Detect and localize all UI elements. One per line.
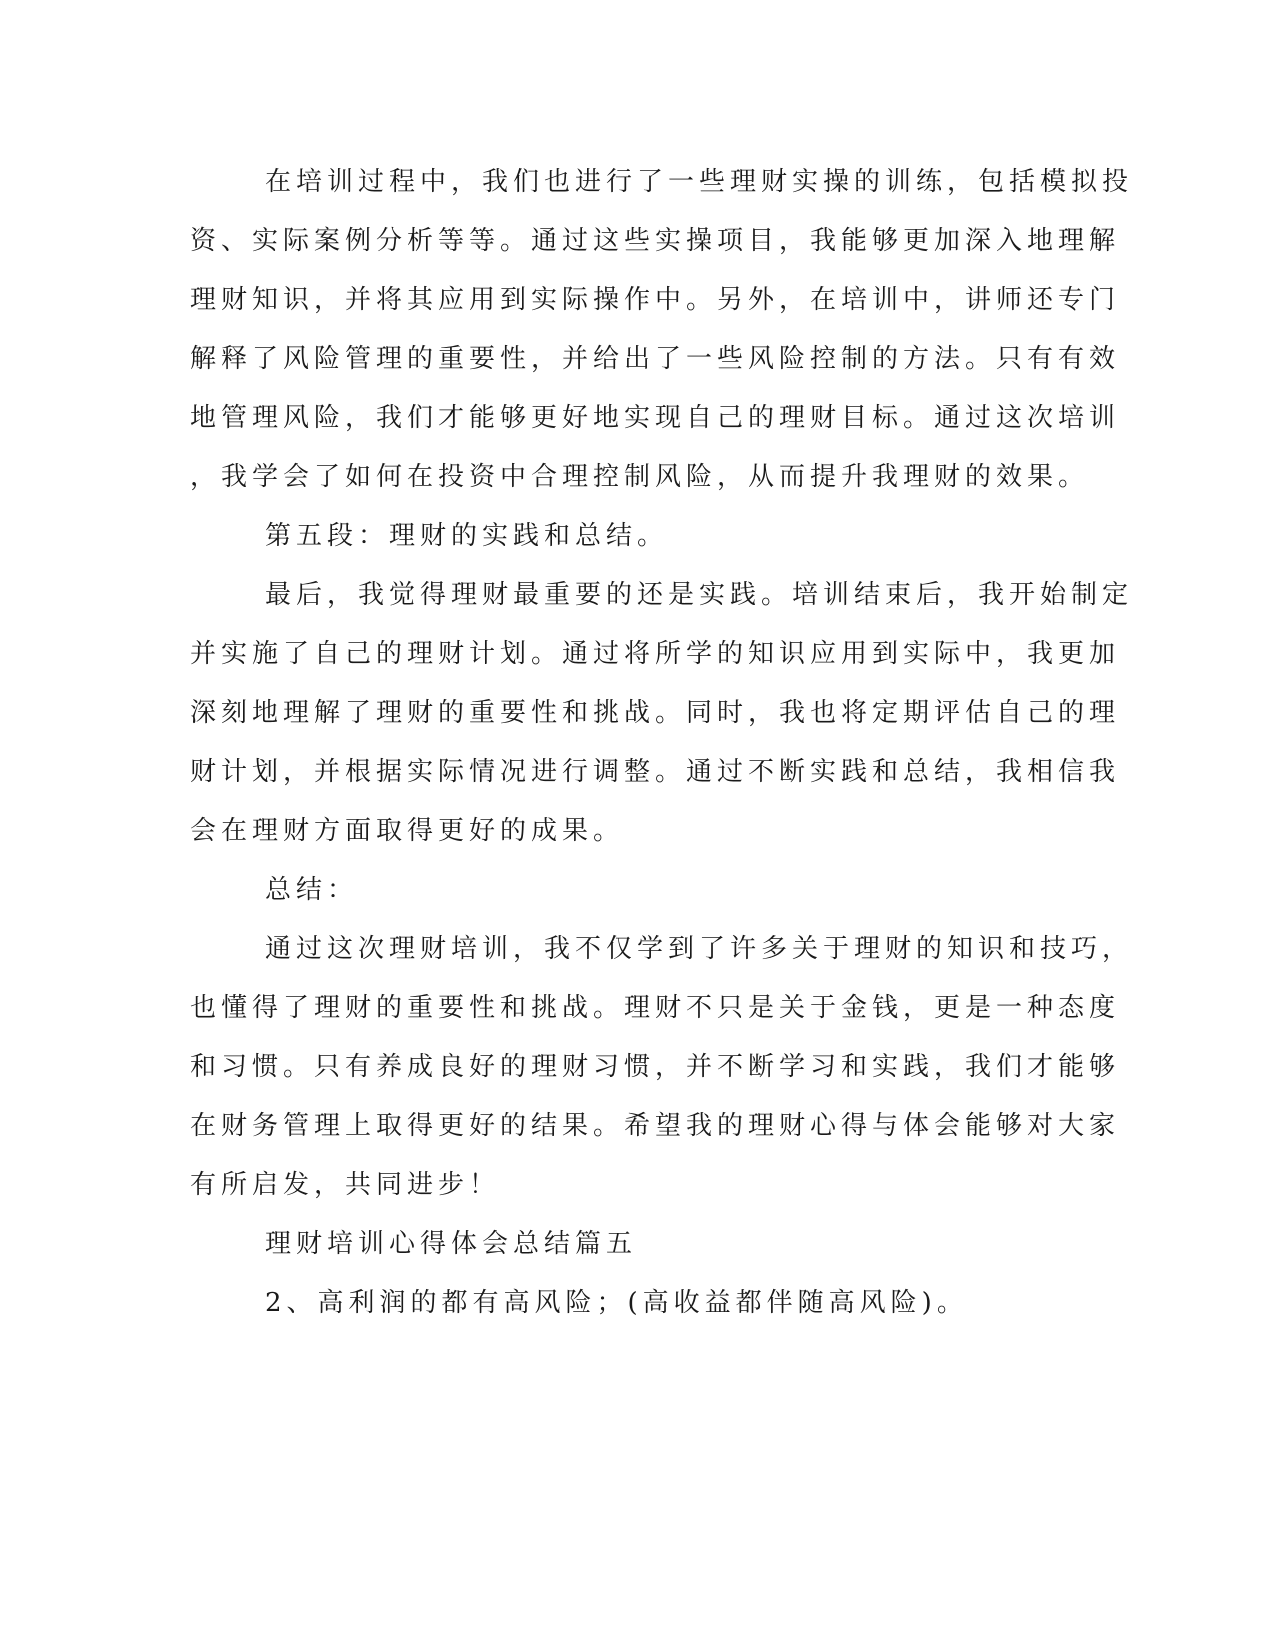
text-line: 深刻地理解了理财的重要性和挑战。同时，我也将定期评估自己的理 xyxy=(190,698,1121,728)
text-line: 最后，我觉得理财最重要的还是实践。培训结束后，我开始制定 xyxy=(265,580,1134,610)
list-item: 2、高利润的都有高风险；(高收益都伴随高风险)。 xyxy=(265,1288,968,1318)
text-line: 也懂得了理财的重要性和挑战。理财不只是关于金钱，更是一种态度 xyxy=(190,993,1121,1023)
section-heading: 第五段：理财的实践和总结。 xyxy=(265,521,669,551)
text-line: 和习惯。只有养成良好的理财习惯，并不断学习和实践，我们才能够 xyxy=(190,1052,1121,1082)
text-line: 资、实际案例分析等等。通过这些实操项目，我能够更加深入地理解 xyxy=(190,226,1121,256)
text-line: 在财务管理上取得更好的结果。希望我的理财心得与体会能够对大家 xyxy=(190,1111,1121,1141)
text-line: 在培训过程中，我们也进行了一些理财实操的训练，包括模拟投 xyxy=(265,167,1134,197)
article-title: 理财培训心得体会总结篇五 xyxy=(265,1229,638,1259)
text-line: 并实施了自己的理财计划。通过将所学的知识应用到实际中，我更加 xyxy=(190,639,1121,669)
text-line: 解释了风险管理的重要性，并给出了一些风险控制的方法。只有有效 xyxy=(190,344,1121,374)
text-line: ，我学会了如何在投资中合理控制风险，从而提升我理财的效果。 xyxy=(190,462,1090,492)
text-line: 财计划，并根据实际情况进行调整。通过不断实践和总结，我相信我 xyxy=(190,757,1121,787)
text-line: 有所启发，共同进步！ xyxy=(190,1170,501,1200)
text-line: 会在理财方面取得更好的成果。 xyxy=(190,816,625,846)
text-line: 通过这次理财培训，我不仅学到了许多关于理财的知识和技巧， xyxy=(265,934,1134,964)
text-line: 地管理风险，我们才能够更好地实现自己的理财目标。通过这次培训 xyxy=(190,403,1121,433)
section-heading: 总结： xyxy=(265,875,359,905)
text-line: 理财知识，并将其应用到实际操作中。另外，在培训中，讲师还专门 xyxy=(190,285,1121,315)
